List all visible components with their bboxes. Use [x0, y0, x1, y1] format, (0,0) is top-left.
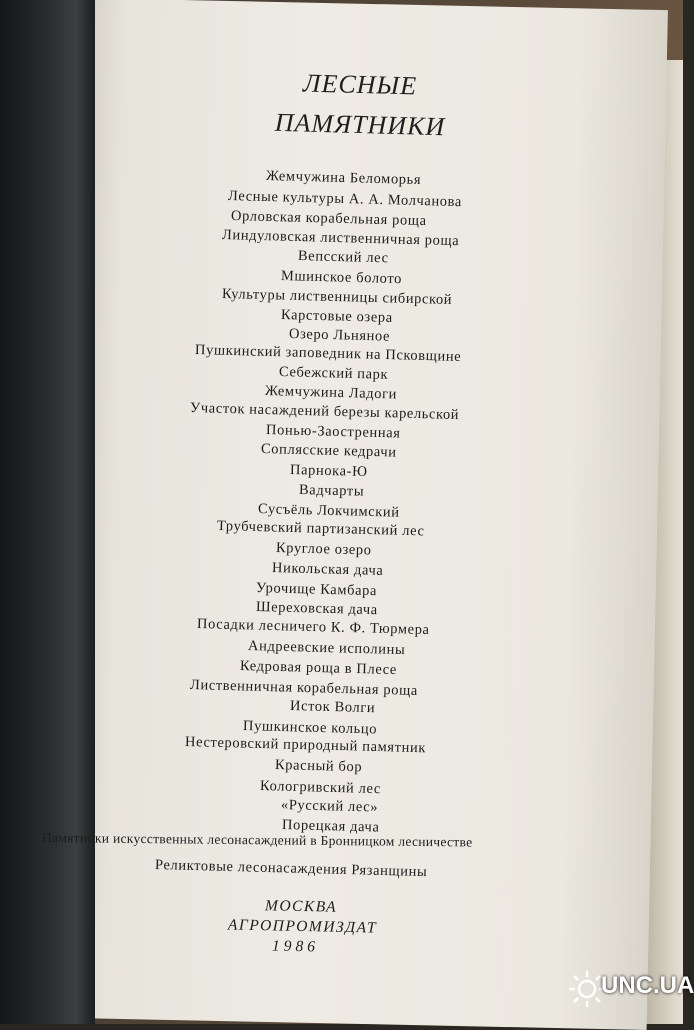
list-item: Андреевские исполины [247, 638, 406, 659]
list-item: Озеро Льняное [288, 326, 391, 345]
list-item: Лесные культуры А. А. Молчанова [227, 188, 463, 211]
watermark [567, 964, 694, 1014]
list-item: Лиственничная корабельная роща [189, 677, 419, 699]
list-item: Вадчарты [298, 482, 365, 500]
list-item: Никольская дача [271, 560, 384, 579]
list-item: Кедровая роща в Плесе [239, 658, 398, 679]
list-item: Себежский парк [278, 364, 389, 383]
list-item: Кологривский лес [259, 778, 382, 798]
list-item: Участок насаждений березы карельской [189, 400, 460, 424]
watermark-text: UNC.UA [601, 972, 694, 999]
list-item: Мшинское болото [280, 268, 403, 288]
list-item: Пушкинское кольцо [242, 718, 378, 738]
list-item: Жемчужина Беломорья [265, 168, 422, 189]
list-item: Трубчевский партизанский лес [216, 518, 425, 540]
list-item: Памятники искусственных лесонасаждений в Бронницком лесничестве [41, 830, 473, 850]
title-line-1: ЛЕСНЫЕ [302, 68, 418, 101]
list-item: Жемчужина Ладоги [264, 383, 398, 403]
list-item: Вепсский лес [297, 248, 389, 267]
footer-city: МОСКВА [264, 897, 338, 916]
footer-publisher: АГРОПРОМИЗДАТ [227, 916, 378, 937]
list-item: Исток Волги [289, 698, 376, 717]
list-item: Посадки лесничего К. Ф. Тюрмера [196, 616, 430, 639]
list-item: Пушкинский заповедник на Псковщине [194, 342, 462, 365]
list-item: Парнока-Ю [289, 462, 368, 481]
list-item: Понью-Заостренная [265, 422, 401, 442]
list-item: Карстовые озера [280, 307, 393, 326]
list-item: Красный бор [274, 757, 363, 776]
list-item: Орловская корабельная роща [230, 208, 427, 230]
list-item: Линдуловская лиственничная роща [221, 227, 460, 250]
list-item: Урочище Камбара [255, 580, 378, 600]
list-item: Соплясские кедрачи [260, 441, 397, 461]
list-item: Шереховская дача [255, 599, 379, 619]
list-item: Нестеровский природный памятник [184, 734, 427, 757]
title-line-2: ПАМЯТНИКИ [274, 107, 446, 142]
footer-year: 1986 [271, 937, 320, 956]
list-item: Порецкая дача [281, 817, 380, 836]
list-item: Сусъёль Локчимский [257, 501, 400, 521]
list-item: Культуры лиственницы сибирской [221, 286, 453, 309]
list-item: «Русский лес» [280, 797, 379, 816]
list-item: Реликтовые лесонасаждения Рязанщины [154, 857, 428, 881]
list-item: Круглое озеро [275, 540, 372, 559]
